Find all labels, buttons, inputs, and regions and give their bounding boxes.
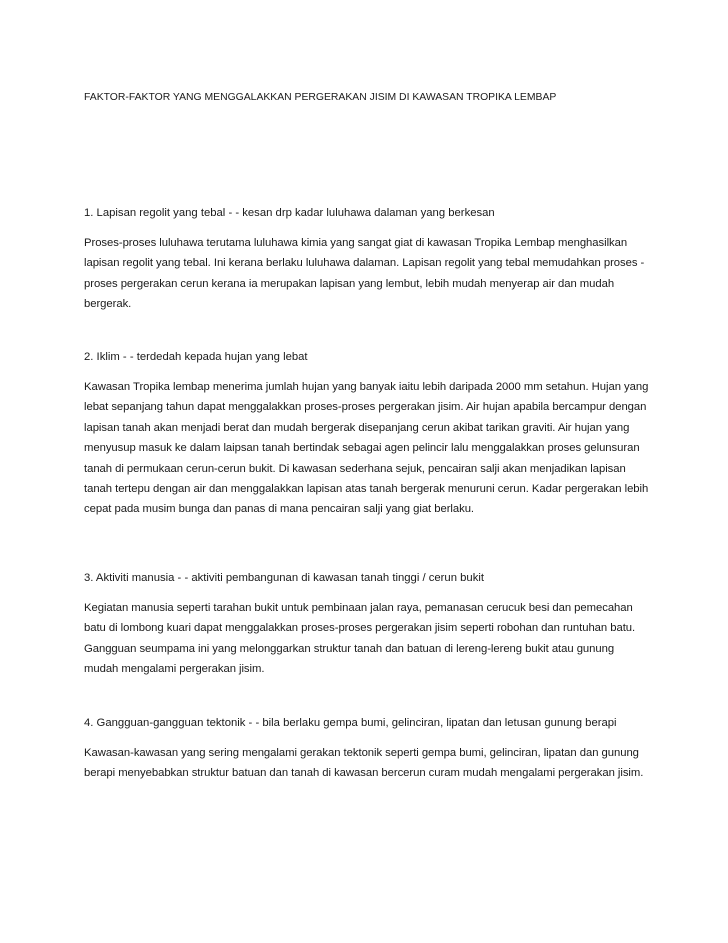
section-heading: 3. Aktiviti manusia - - aktiviti pembangunan di kawasan tanah tinggi / cerun bukit (84, 572, 485, 584)
section-body: Proses-proses luluhawa terutama luluhawa kimia yang sangat giat di kawasan Tropika Lembap menghasilkan lapisan regolit yang tebal. Ini kerana berlaku luluhawa dalaman. Lapisan regolit yang tebal memudahkan proses - proses pergerakan cerun kerana ia merupakan lapisan yang lembut, lebih mudah menyerap air dan mudah bergerak. (84, 237, 645, 311)
section-body: Kegiatan manusia seperti tarahan bukit untuk pembinaan jalan raya, pemanasan cerucuk besi dan pemecahan batu di lombong kuari dapat menggalakkan proses-proses pergerakan jisim seperti robohan dan runtuhan batu. Gangguan seumpama ini yang melonggarkan struktur tanah dan batuan di lereng-lereng bukit atau gunung mudah mengalami pergerakan jisim. (84, 602, 636, 676)
section-heading: 4. Gangguan-gangguan tektonik - - bila berlaku gempa bumi, gelinciran, lipatan dan letusan gunung berapi (84, 717, 617, 729)
section-heading: 2. Iklim - - terdedah kepada hujan yang lebat (84, 351, 308, 363)
document-title: FAKTOR-FAKTOR YANG MENGGALAKKAN PERGERAKAN JISIM DI KAWASAN TROPIKA LEMBAP (84, 92, 557, 103)
section-human-activity (84, 570, 650, 680)
section-body: Kawasan Tropika lembap menerima jumlah hujan yang banyak iaitu lebih daripada 2000 mm setahun. Hujan yang lebat sepanjang tahun dapat menggalakkan proses-proses pergerakan jisim. Air hujan apabila bercampur dengan lapisan tanah akan menjadi berat dan mudah bergerak disepanjang cerun akibat tarikan graviti. Air hujan yang menyusup masuk ke dalam laipsan tanah bertindak sebagai agen pelincir lalu menggalakkan proses gelunsuran tanah di permukaan cerun-cerun bukit. Di kawasan sederhana sejuk, pencairan salji akan menjadikan lapisan tanah tertepu dengan air dan menggalakkan lapisan atas tanah bergerak menuruni cerun. Kadar pergerakan lebih cepat pada musim bunga dan panas di mana pencairan salji yang giat berlaku. (84, 381, 649, 516)
section-heading: 1. Lapisan regolit yang tebal - - kesan drp kadar luluhawa dalaman yang berkesan (84, 207, 495, 219)
section-climate (84, 349, 650, 520)
section-body: Kawasan-kawasan yang sering mengalami gerakan tektonik seperti gempa bumi, gelinciran, lipatan dan gunung berapi menyebabkan struktur batuan dan tanah di kawasan bercerun curam mudah mengalami pergerakan jisim. (84, 747, 644, 780)
section-regolith (84, 205, 650, 315)
section-tectonic (84, 713, 650, 784)
